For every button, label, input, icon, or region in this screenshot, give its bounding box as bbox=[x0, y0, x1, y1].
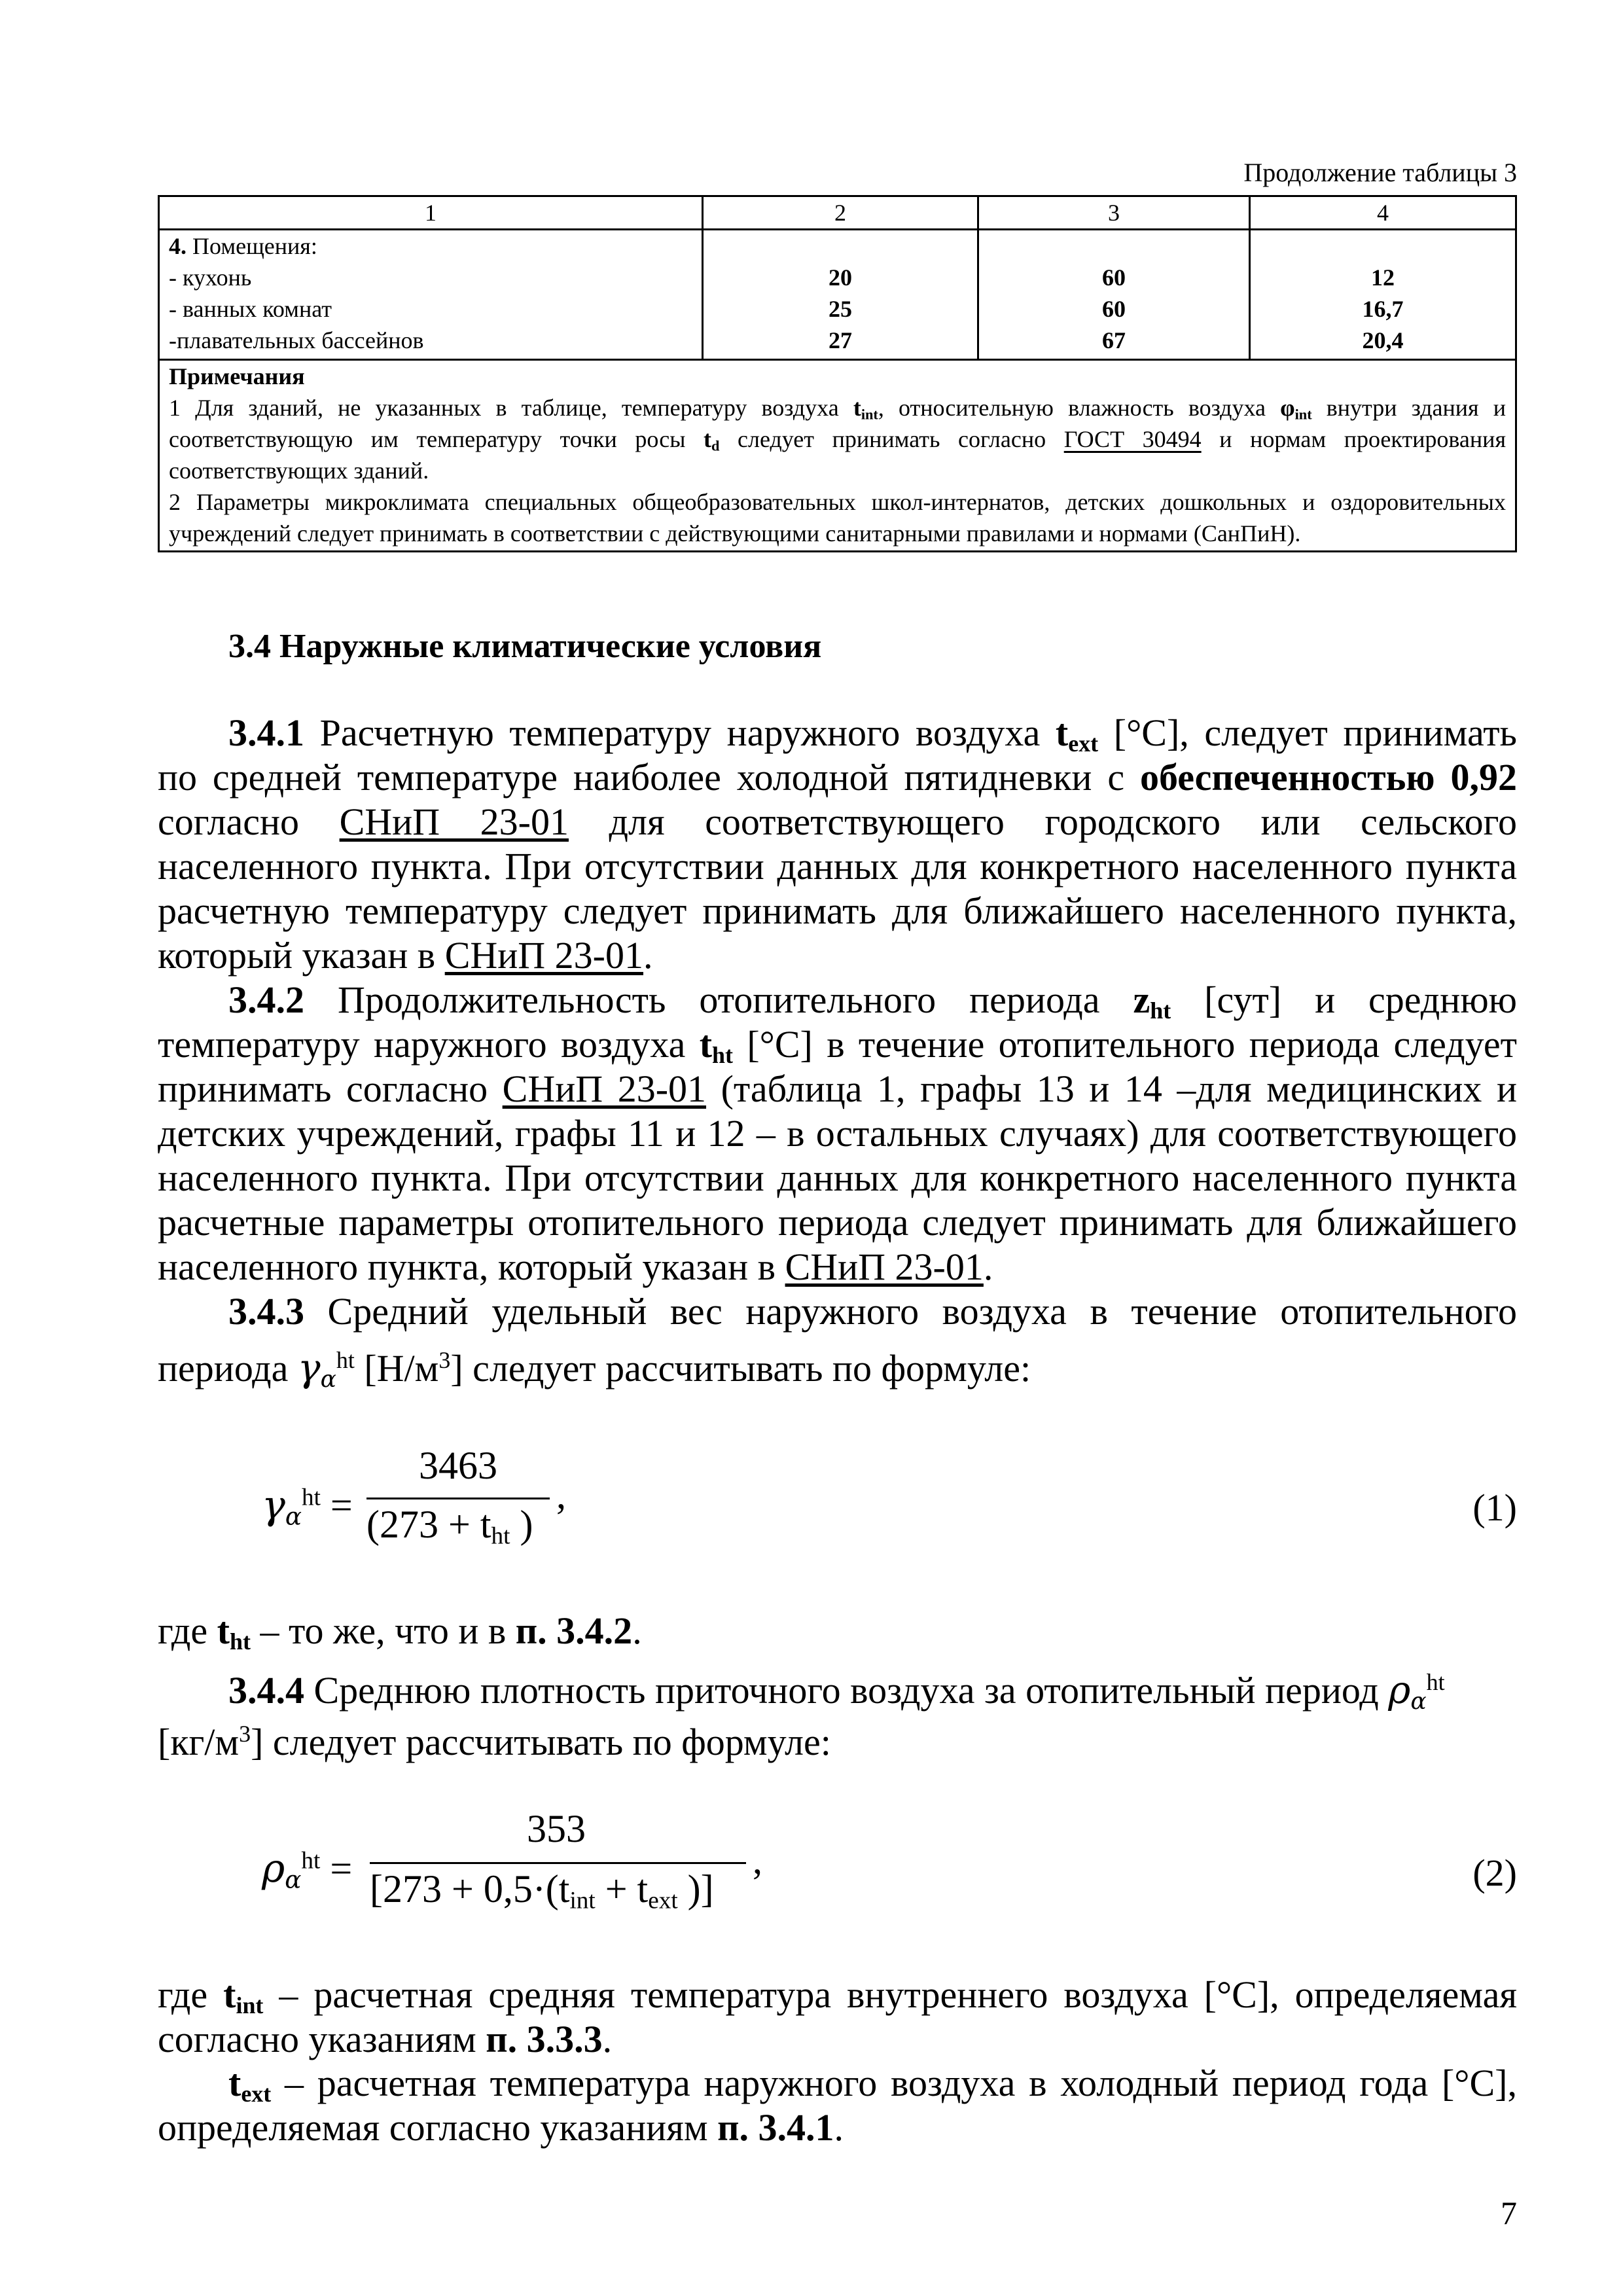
reference-link[interactable]: ГОСТ 30494 bbox=[1063, 426, 1202, 452]
notes-title: Примечания bbox=[169, 363, 305, 389]
equation-number: (2) bbox=[1472, 1852, 1517, 1894]
note-1 bbox=[169, 392, 1506, 486]
text-segment: t bbox=[217, 1609, 230, 1652]
text-segment: населенного пункта. При отсутствии данных для конкретного населенного пункта bbox=[158, 1157, 1517, 1199]
text-segment: 3.4.1 bbox=[228, 711, 304, 754]
text-segment: int bbox=[236, 1992, 264, 2018]
cell-value: 27 bbox=[829, 327, 852, 353]
paragraph-3-4-1-line bbox=[158, 844, 1517, 889]
text-segment: 3.4.4 bbox=[228, 1669, 304, 1712]
paragraph-3-4-2-line bbox=[158, 1156, 1517, 1200]
definition-line bbox=[158, 1973, 1517, 2017]
text-segment: который указан в bbox=[158, 934, 445, 977]
text-segment: ext bbox=[241, 2080, 272, 2107]
text-segment: [°C], следует принимать bbox=[1098, 711, 1517, 754]
numerator: 353 bbox=[527, 1807, 586, 1850]
text-segment: α bbox=[320, 1365, 336, 1393]
paragraph-3-4-3-line bbox=[228, 1289, 1517, 1334]
reference-link[interactable]: СНиП 23-01 bbox=[444, 934, 643, 977]
text-segment: – расчетная температура наружного воздуха в холодный период года [°C], bbox=[271, 2062, 1517, 2104]
text-segment: γ bbox=[297, 1346, 321, 1390]
text-segment: принимать согласно bbox=[158, 1067, 503, 1110]
text-segment: . bbox=[983, 1246, 993, 1288]
text-segment: [Н/м bbox=[354, 1347, 439, 1390]
text-segment: Средний удельный вес наружного воздуха в течение отопительного bbox=[304, 1290, 1517, 1333]
fraction-bar bbox=[366, 1498, 550, 1499]
column-header: 2 bbox=[703, 196, 978, 230]
cell-value: 67 bbox=[1102, 327, 1126, 353]
cell-value: 25 bbox=[829, 296, 852, 322]
paragraph-3-4-2-line bbox=[158, 1200, 1517, 1245]
text-segment: 3.4.3 bbox=[228, 1290, 304, 1333]
cell-value: 60 bbox=[1102, 264, 1126, 291]
equation-number: (1) bbox=[1472, 1486, 1517, 1529]
cell-value: 60 bbox=[1102, 296, 1126, 322]
text-segment: – то же, что и в bbox=[250, 1609, 516, 1652]
text-segment: [кг/м bbox=[158, 1721, 240, 1763]
text-segment: . bbox=[602, 2018, 613, 2060]
text-segment: 3.4.2 bbox=[228, 978, 304, 1021]
paragraph-3-4-3-line bbox=[158, 1346, 1517, 1391]
text-segment: температуру наружного воздуха bbox=[158, 1023, 700, 1066]
text-segment: детских учреждений, графы 11 и 12 – в остальных случаях) для соответствующего bbox=[158, 1112, 1517, 1155]
text-segment: периода bbox=[158, 1347, 298, 1390]
text-segment: согласно указаниям bbox=[158, 2018, 486, 2060]
paragraph-3-4-1-line bbox=[158, 889, 1517, 933]
text-segment: d bbox=[711, 437, 720, 454]
text-segment: внутри здания и соответствующую им температуру точки росы bbox=[169, 395, 1506, 452]
row-label: - ванных комнат bbox=[169, 296, 332, 322]
text-segment: . bbox=[632, 1609, 642, 1652]
reference-link[interactable]: СНиП 23-01 bbox=[339, 800, 569, 843]
text-segment: расчетные параметры отопительного периода следует принимать для ближайшего bbox=[158, 1201, 1517, 1244]
definition-line bbox=[158, 2017, 1517, 2062]
text-segment: t bbox=[1055, 711, 1069, 754]
paragraph-3-4-4-line bbox=[228, 1668, 1517, 1713]
text-segment: ] следует рассчитывать по формуле: bbox=[450, 1347, 1031, 1390]
text-segment: – расчетная средняя температура внутреннего воздуха [°C], определяемая bbox=[263, 1973, 1518, 2016]
text-segment: ht bbox=[336, 1347, 355, 1374]
text-segment: ] следует рассчитывать по формуле: bbox=[251, 1721, 831, 1763]
text-segment: z bbox=[1133, 978, 1150, 1021]
note-2: 2 Параметры микроклимата специальных общеобразовательных школ-интернатов, детских дошкольных и оздоровительных учреждений следует принимать в соответствии с действующими санитарными правилами и нормами (СанПиН). bbox=[169, 489, 1506, 547]
definition-line bbox=[158, 2106, 1517, 2150]
table-notes-row bbox=[159, 360, 1516, 552]
text-segment: t bbox=[228, 2062, 241, 2104]
text-segment: t bbox=[223, 1973, 236, 2016]
paragraph-3-4-4-line bbox=[158, 1720, 1517, 1765]
text-segment: ht bbox=[712, 1041, 734, 1068]
column-header: 4 bbox=[1250, 196, 1516, 230]
text-segment: для соответствующего городского или сельского bbox=[568, 800, 1518, 843]
text-segment: 3 bbox=[239, 1721, 251, 1748]
paragraph-3-4-2-line bbox=[158, 1022, 1517, 1067]
text-segment: населенного пункта, который указан в bbox=[158, 1246, 785, 1288]
text-segment: согласно bbox=[158, 800, 340, 843]
text-segment: . bbox=[834, 2106, 844, 2149]
paragraph-3-4-2-line bbox=[158, 1245, 1517, 1289]
text-segment: Расчетную температуру наружного воздуха bbox=[304, 711, 1056, 754]
text-segment: int bbox=[1294, 406, 1312, 423]
text-segment: t bbox=[704, 426, 711, 452]
text-segment: и нормам проектирования соответствующих зданий. bbox=[169, 426, 1507, 484]
text-segment: ext bbox=[1068, 730, 1099, 757]
text-segment: α bbox=[1410, 1687, 1427, 1715]
text-segment: Продолжительность отопительного периода bbox=[304, 978, 1133, 1021]
numerator: 3463 bbox=[419, 1444, 497, 1487]
column-header: 1 bbox=[159, 196, 703, 230]
section-heading: 3.4 Наружные климатические условия bbox=[228, 628, 822, 665]
text-segment: где bbox=[158, 1609, 217, 1652]
text-segment: . bbox=[643, 934, 653, 977]
paragraph-3-4-2-line bbox=[158, 1111, 1517, 1156]
cell-value: 20,4 bbox=[1362, 327, 1404, 353]
reference-link[interactable]: СНиП 23-01 bbox=[502, 1067, 707, 1110]
row-label: -плавательных бассейнов bbox=[169, 327, 424, 353]
column-header: 3 bbox=[978, 196, 1250, 230]
paragraph-3-4-1-line bbox=[158, 800, 1517, 844]
paragraph-3-4-2-line bbox=[228, 978, 1517, 1022]
text-segment: [сут] и среднюю bbox=[1171, 978, 1517, 1021]
text-segment: φ bbox=[1280, 395, 1295, 421]
paragraph-3-4-1-line bbox=[158, 755, 1517, 800]
text-segment: определяемая согласно указаниям bbox=[158, 2106, 718, 2149]
text-segment: t bbox=[853, 395, 861, 421]
text-segment: п. 3.3.3 bbox=[486, 2018, 603, 2060]
text-segment: ht bbox=[1426, 1669, 1445, 1696]
denominator: ($273 + t_{ht}$ ) bbox=[366, 1503, 533, 1550]
text-segment: по средней температуре наиболее холодной пятидневки с bbox=[158, 756, 1140, 798]
text-segment: 1 Для зданий, не указанных в таблице, температуру воздуха bbox=[169, 395, 853, 421]
definition-line bbox=[228, 2061, 1517, 2106]
text-segment: (таблица 1, графы 13 и 14 –для медицинских и bbox=[706, 1067, 1517, 1110]
cell-value: 12 bbox=[1371, 264, 1395, 291]
row-label: - кухонь bbox=[169, 264, 252, 291]
table-continuation-caption: Продолжение таблицы 3 bbox=[1243, 158, 1517, 187]
text-segment: ρ bbox=[1388, 1668, 1411, 1712]
paragraph-3-4-1-line bbox=[158, 933, 1517, 978]
cell-value: 16,7 bbox=[1362, 296, 1404, 322]
text-segment: п. 3.4.1 bbox=[717, 2106, 834, 2149]
text-segment: Среднюю плотность приточного воздуха за отопительный период bbox=[304, 1669, 1389, 1712]
text-segment: [°C] в течение отопительного периода следует bbox=[733, 1023, 1517, 1066]
text-segment: п. 3.4.2 bbox=[515, 1609, 633, 1652]
parameters-table bbox=[158, 195, 1517, 552]
fraction-bar bbox=[370, 1862, 746, 1864]
text-segment: обеспеченностью 0,92 bbox=[1139, 756, 1518, 798]
text-segment: следует принимать согласно bbox=[719, 426, 1064, 452]
reference-link[interactable]: СНиП 23-01 bbox=[785, 1246, 984, 1288]
group-label: 4. Помещения: bbox=[169, 233, 317, 259]
text-segment: , относительную влажность воздуха bbox=[878, 395, 1281, 421]
cell-value: 20 bbox=[829, 264, 852, 291]
paragraph-3-4-1-line bbox=[228, 711, 1517, 755]
table-header-row bbox=[159, 196, 1516, 230]
page-number: 7 bbox=[1501, 2195, 1517, 2231]
text-segment: расчетную температуру следует принимать для ближайшего населенного пункта, bbox=[158, 889, 1517, 932]
table-row bbox=[159, 230, 1516, 360]
denominator: [$273 + 0,5\cdot(t_{int} + t_{ext}$ )] bbox=[370, 1867, 714, 1914]
where-line bbox=[158, 1609, 1517, 1653]
text-segment: ht bbox=[1150, 997, 1171, 1024]
text-segment: где bbox=[158, 1973, 224, 2016]
text-segment: населенного пункта. При отсутствии данных для конкретного населенного пункта bbox=[158, 845, 1517, 888]
text-segment: 3 bbox=[438, 1347, 451, 1374]
paragraph-3-4-2-line bbox=[158, 1067, 1517, 1111]
text-segment: ht bbox=[229, 1628, 251, 1655]
text-segment: int bbox=[861, 406, 878, 423]
text-segment: t bbox=[699, 1023, 713, 1066]
